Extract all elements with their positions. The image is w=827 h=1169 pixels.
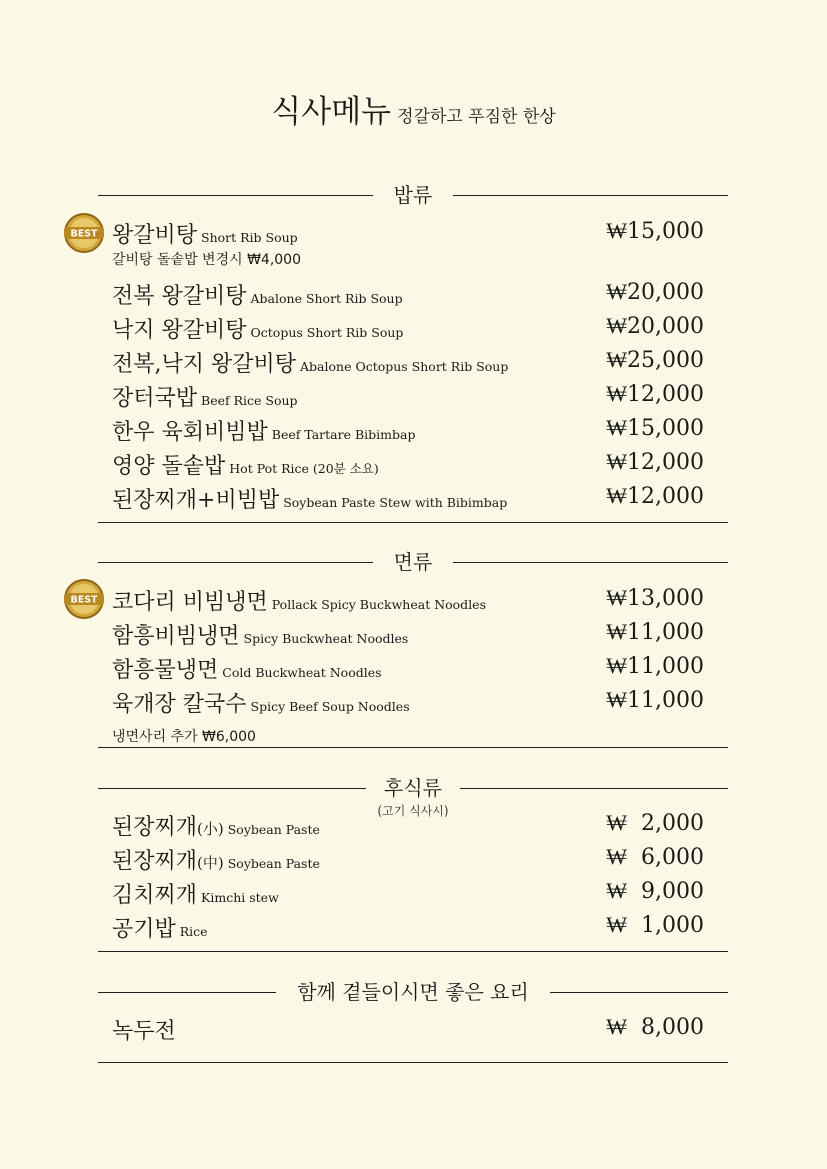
section-divider [98, 1062, 728, 1063]
item-price: ₩12,000 [606, 382, 704, 407]
item-price: ₩13,000 [606, 586, 704, 611]
menu-item [112, 878, 704, 910]
item-size: (中) [197, 854, 224, 872]
best-badge-icon [62, 577, 106, 621]
section-header-rice [98, 181, 728, 211]
section-footnote: 냉면사리 추가 ₩6,000 [112, 729, 256, 745]
best-badge-icon [62, 211, 106, 255]
menu-item [112, 810, 704, 842]
item-name-en: Kimchi stew [201, 890, 279, 905]
item-price: ₩12,000 [606, 484, 704, 509]
item-price: ₩20,000 [606, 314, 704, 339]
menu-item [112, 279, 704, 311]
menu-item [112, 912, 704, 944]
item-name: 김치찌개 [112, 883, 198, 908]
item-name-en: Hot Pot Rice (20분 소요) [229, 461, 379, 476]
menu-item [112, 415, 704, 447]
item-name-en: Soybean Paste [227, 822, 320, 837]
item-price: ₩ 6,000 [606, 845, 704, 870]
item-name: 된장찌개 [112, 815, 198, 840]
item-name: 된장찌개 [112, 849, 198, 874]
item-price: ₩25,000 [606, 348, 704, 373]
section-title: 함께 곁들이시면 좋은 요리 [297, 980, 529, 1004]
menu-item [112, 844, 704, 876]
item-price: ₩ 8,000 [606, 1015, 704, 1040]
section-title: 후식류 [384, 776, 442, 800]
menu-item [112, 585, 704, 617]
menu-item [112, 653, 704, 685]
item-price: ₩ 2,000 [606, 811, 704, 836]
item-name: 함흥비빔냉면 [112, 624, 240, 649]
item-name-en: Spicy Beef Soup Noodles [250, 699, 410, 714]
section-title: 밥류 [393, 183, 433, 207]
section-divider [98, 747, 728, 748]
item-name-en: Cold Buckwheat Noodles [222, 665, 382, 680]
section-divider [98, 522, 728, 523]
item-price: ₩11,000 [606, 688, 704, 713]
menu-title-sub: 정갈하고 푸짐한 한상 [397, 107, 556, 127]
item-name-en: Abalone Octopus Short Rib Soup [300, 359, 509, 374]
menu-title [0, 86, 827, 131]
svg-text:BEST: BEST [70, 228, 98, 240]
item-name-en: Soybean Paste [227, 856, 320, 871]
item-name: 녹두전 [112, 1019, 176, 1044]
item-name: 된장찌개+비빔밥 [112, 488, 280, 513]
item-price: ₩15,000 [606, 219, 704, 244]
item-name: 장터국밥 [112, 386, 198, 411]
section-header-sides [98, 978, 728, 1008]
menu-item [112, 218, 704, 250]
item-price: ₩11,000 [606, 620, 704, 645]
item-name-en: Abalone Short Rib Soup [250, 291, 403, 306]
item-name-en: Rice [179, 924, 208, 939]
section-note: (고기 식사시) [377, 804, 449, 818]
menu-item [112, 619, 704, 651]
item-price: ₩20,000 [606, 280, 704, 305]
item-price: ₩15,000 [606, 416, 704, 441]
menu-item [112, 687, 704, 719]
menu-item [112, 381, 704, 413]
item-size: (小) [197, 820, 224, 838]
item-name: 전복 왕갈비탕 [112, 284, 247, 309]
menu-item [112, 347, 704, 379]
section-header-dessert [98, 774, 728, 818]
item-price: ₩ 9,000 [606, 879, 704, 904]
item-note: 갈비탕 돌솥밥 변경시 ₩4,000 [112, 252, 301, 268]
item-name: 코다리 비빔냉면 [112, 590, 268, 615]
item-name-en: Soybean Paste Stew with Bibimbap [283, 495, 508, 510]
item-name-en: Beef Tartare Bibimbap [271, 427, 416, 442]
item-name: 낙지 왕갈비탕 [112, 318, 247, 343]
svg-text:BEST: BEST [70, 594, 98, 606]
section-header-noodles [98, 548, 728, 578]
item-price: ₩ 1,000 [606, 913, 704, 938]
item-name-en: Pollack Spicy Buckwheat Noodles [271, 597, 486, 612]
item-price: ₩11,000 [606, 654, 704, 679]
menu-item [112, 1014, 704, 1046]
menu-item [112, 449, 704, 481]
menu-item [112, 483, 704, 515]
menu-item [112, 313, 704, 345]
menu-title-main: 식사메뉴 [271, 94, 392, 130]
item-name-en: Short Rib Soup [201, 230, 298, 245]
section-title: 면류 [393, 550, 433, 574]
item-name: 영양 돌솥밥 [112, 454, 226, 479]
item-name: 왕갈비탕 [112, 223, 198, 248]
item-name: 한우 육회비빔밥 [112, 420, 268, 445]
item-name: 함흥물냉면 [112, 658, 219, 683]
item-name-en: Octopus Short Rib Soup [250, 325, 404, 340]
item-name: 육개장 칼국수 [112, 692, 247, 717]
item-name: 전복,낙지 왕갈비탕 [112, 352, 297, 377]
item-name-en: Spicy Buckwheat Noodles [243, 631, 409, 646]
section-divider [98, 951, 728, 952]
item-name: 공기밥 [112, 917, 176, 942]
item-name-en: Beef Rice Soup [201, 393, 298, 408]
item-price: ₩12,000 [606, 450, 704, 475]
